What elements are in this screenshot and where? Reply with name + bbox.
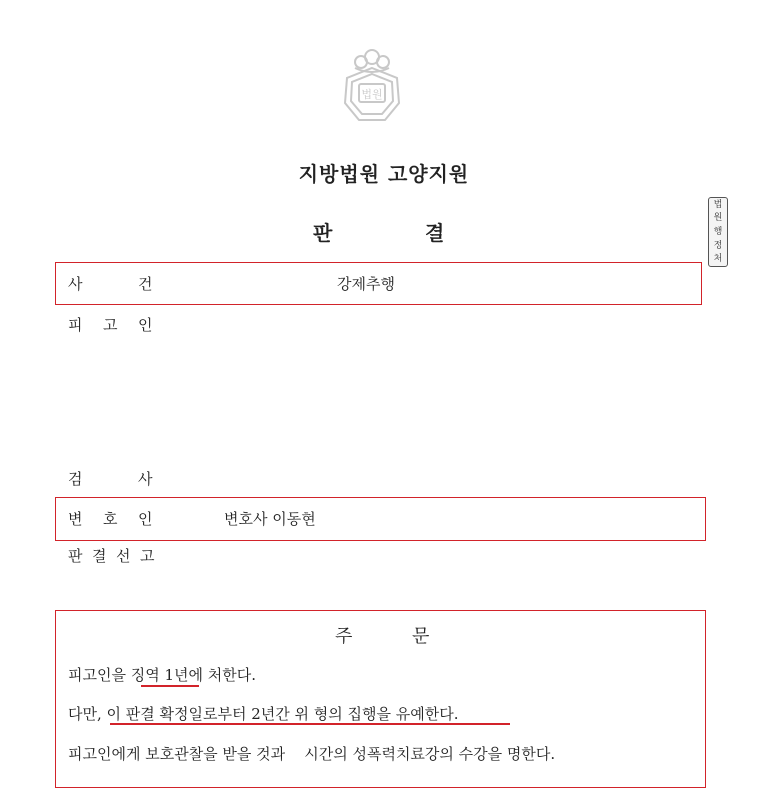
side-stamp [708,197,728,267]
title-char-2: 결 [425,221,445,245]
side-stamp-char: 처 [713,254,723,265]
order-line-2-highlight: 이 판결 확정일로부터 2년간 위 형의 집행을 유예한다. [106,705,459,723]
sentencing-label-char: 결 [92,547,107,565]
sentencing-label-char: 판 [68,547,83,565]
sentencing-row [0,545,768,565]
prosecutor-label-char: 사 [138,470,153,488]
court-seal-icon [337,48,407,128]
order-line-3: 피고인에게 보호관찰을 받을 것과 시간의 성폭력치료강의 수강을 명한다. [68,745,556,763]
order-line-1-pre: 피고인을 [68,666,131,684]
side-stamp-char: 법 [713,199,723,210]
prosecutor-row [0,468,768,488]
order-title-char: 주 [335,626,353,647]
sentencing-label-char: 고 [140,547,155,565]
order-line-1 [68,664,256,685]
order-line-1-underline [141,685,199,687]
case-label-char: 사 [68,275,83,293]
svg-text:법원: 법원 [361,88,383,101]
counsel-row [0,508,768,528]
defendant-label-char: 고 [103,316,118,334]
court-name: 지방법원 고양지원 [298,162,470,186]
case-row [0,273,768,293]
counsel-label-char: 인 [138,510,153,528]
order-title-char: 문 [412,626,430,647]
title-char-1: 판 [313,221,333,245]
counsel-label-char: 호 [103,510,118,528]
order-line-2 [68,703,459,724]
order-line-1-post: 에 처한다. [188,666,257,684]
side-stamp-char: 정 [713,240,723,251]
defendant-row [0,314,768,334]
order-line-2-underline [110,723,510,725]
defendant-label-char: 인 [138,316,153,334]
defendant-label-char: 피 [68,316,83,334]
side-stamp-char: 행 [713,226,723,237]
side-stamp-char: 원 [713,213,723,224]
counsel-value: 변호사 이동현 [224,510,316,528]
counsel-label-char: 변 [68,510,83,528]
order-line-1-highlight: 징역 1년 [130,666,189,684]
case-value: 강제추행 [337,275,395,293]
case-label-char: 건 [138,275,153,293]
order-line-2-pre: 다만, [68,705,107,723]
prosecutor-label-char: 검 [68,470,83,488]
sentencing-label-char: 선 [116,547,131,565]
